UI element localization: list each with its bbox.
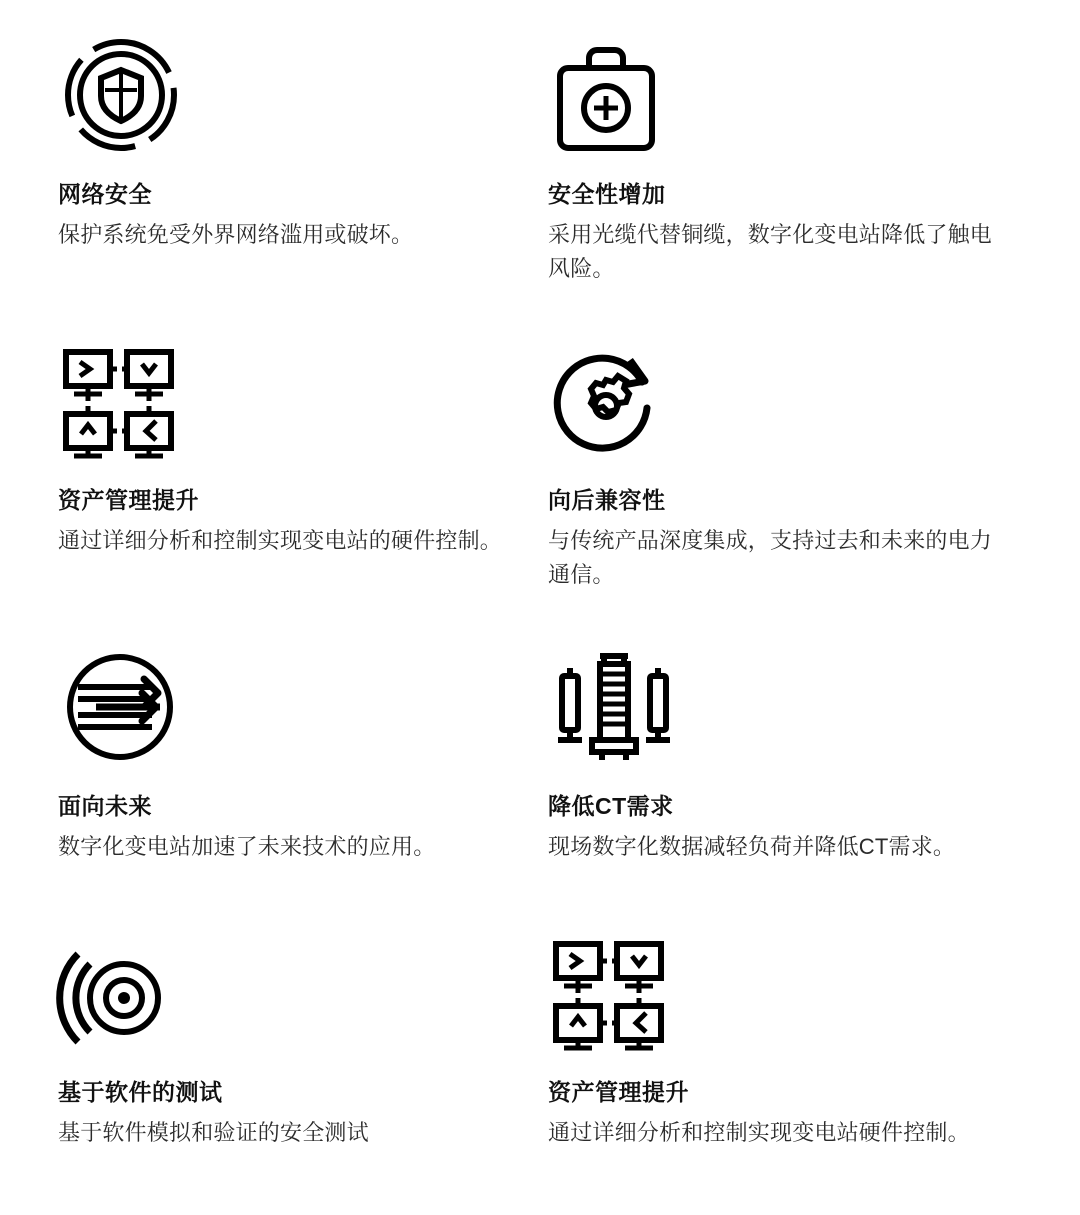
forward-arrows-globe-icon xyxy=(56,622,536,792)
shield-security-icon xyxy=(56,30,536,180)
feature-title: 向后兼容性 xyxy=(548,487,666,513)
feature-card-future-proof xyxy=(56,622,536,918)
feature-description: 数字化变电站加速了未来技术的应用。 xyxy=(58,833,436,859)
feature-card-software-testing xyxy=(56,918,536,1214)
feature-description: 保护系统免受外界网络滥用或破坏。 xyxy=(58,221,414,247)
feature-card-cyber-security xyxy=(56,30,536,326)
feature-card-backward-compatibility xyxy=(546,326,1026,622)
feature-title: 面向未来 xyxy=(58,793,152,819)
current-transformer-icon xyxy=(546,622,1026,792)
feature-card-asset-management xyxy=(56,326,536,622)
software-signal-disc-icon xyxy=(56,918,536,1078)
feature-card-increased-safety xyxy=(546,30,1026,326)
first-aid-kit-icon xyxy=(546,30,1026,180)
feature-title: 降低CT需求 xyxy=(548,793,674,819)
feature-title: 基于软件的测试 xyxy=(58,1079,223,1105)
feature-description: 通过详细分析和控制实现变电站硬件控制。 xyxy=(548,1119,970,1145)
asset-nodes-icon xyxy=(546,918,1026,1078)
feature-title: 安全性增加 xyxy=(548,181,666,207)
feature-description: 与传统产品深度集成，支持过去和未来的电力通信。 xyxy=(548,527,993,587)
feature-title: 资产管理提升 xyxy=(548,1079,689,1105)
feature-title: 网络安全 xyxy=(58,181,152,207)
feature-description: 采用光缆代替铜缆，数字化变电站降低了触电风险。 xyxy=(548,221,993,281)
feature-description: 通过详细分析和控制实现变电站的硬件控制。 xyxy=(58,527,503,553)
feature-title: 资产管理提升 xyxy=(58,487,199,513)
feature-description: 现场数字化数据减轻负荷并降低CT需求。 xyxy=(548,833,956,859)
feature-description: 基于软件模拟和验证的安全测试 xyxy=(58,1119,369,1145)
feature-card-asset-management-2 xyxy=(546,918,1026,1214)
asset-nodes-icon xyxy=(56,326,536,486)
feature-card-reduced-ct xyxy=(546,622,1026,918)
gear-refresh-icon xyxy=(546,326,1026,486)
